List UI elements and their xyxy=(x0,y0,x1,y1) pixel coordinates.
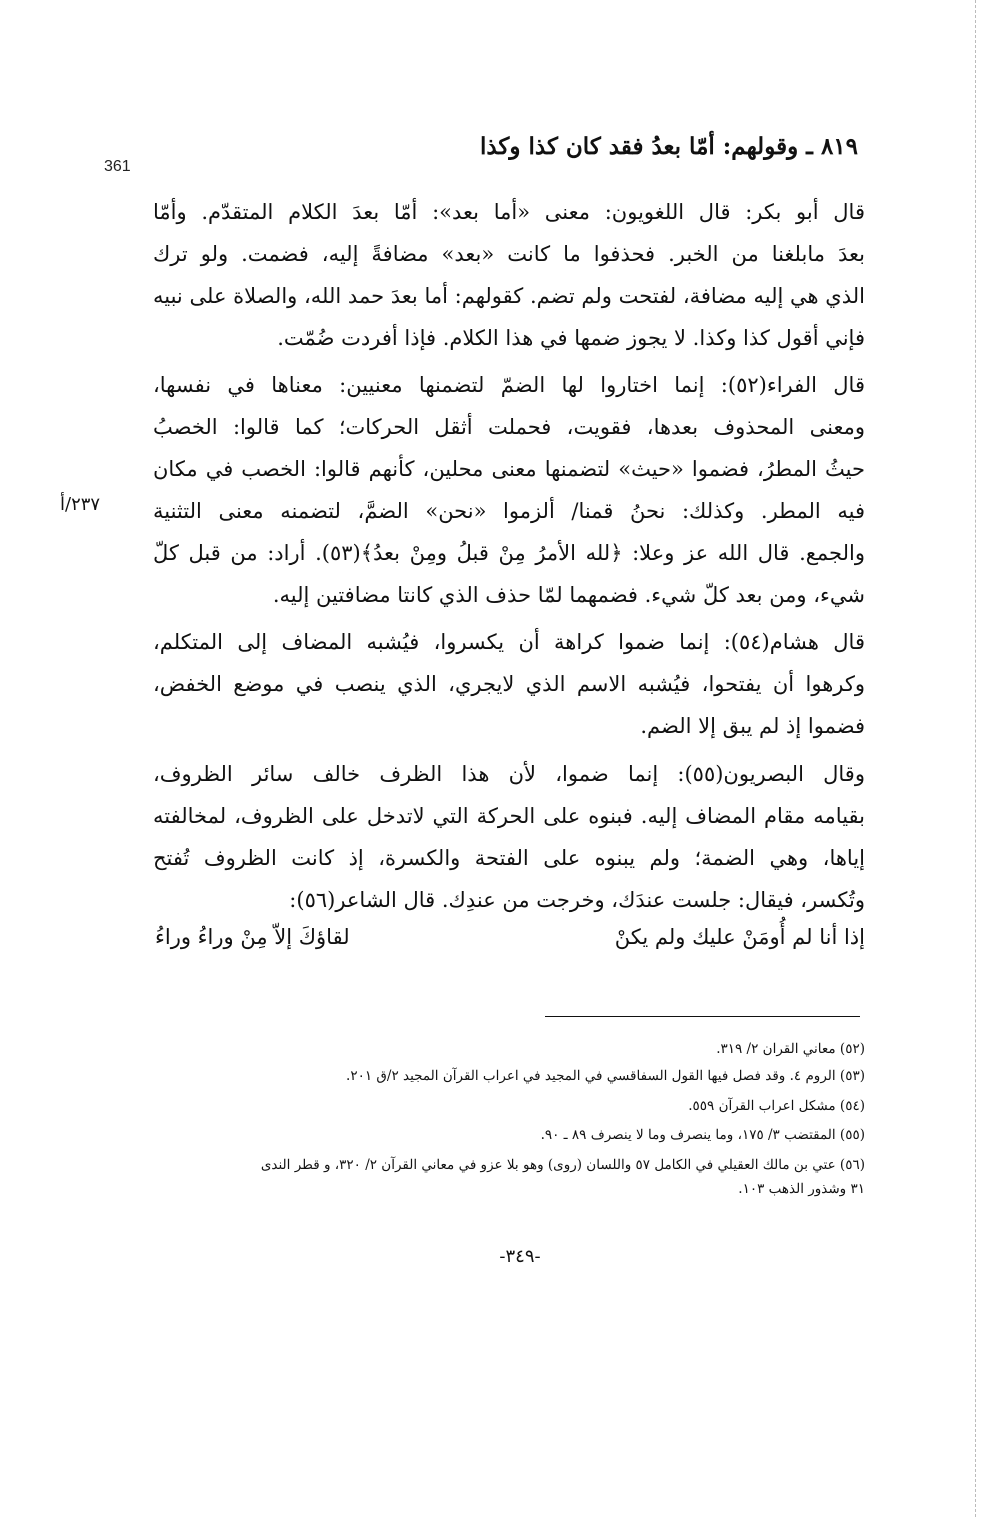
footnote-divider xyxy=(545,1016,860,1017)
scan-edge-line xyxy=(975,0,976,1517)
verse-hemistich-second: لقاؤكَ إلاّ مِنْ وراءُ وراءُ xyxy=(155,925,350,949)
body-line: بقيامه مقام المضاف إليه. فبنوه على الحركة التي لاتدخل على الظروف، لمخالفته xyxy=(153,804,865,828)
body-line: وكرهوا أن يفتحوا، فيُشبه الاسم الذي لايجري، الذي ينصب في موضع الخفض، xyxy=(153,672,865,696)
verse-hemistich-first: إذا أنا لم أُومَنْ عليك ولم يكنْ xyxy=(614,925,865,949)
body-line: قال هشام(٥٤): إنما ضموا كراهة أن يكسروا، فيُشبه المضاف إلى المتكلم، xyxy=(153,630,865,654)
body-line: فضموا إذ لم يبق إلا الضم. xyxy=(640,714,865,738)
page-folio-number: -٣٤٩- xyxy=(499,1246,541,1267)
body-line: وتُكسر، فيقال: جلست عندَك، وخرجت من عندِك. قال الشاعر(٥٦): xyxy=(289,888,865,912)
scan-page-number: 361 xyxy=(104,158,131,175)
footnote: (٥٤) مشكل اعراب القرآن ٥٥٩. xyxy=(688,1098,865,1114)
body-line: حيثُ المطرُ، فضموا «حيث» لتضمنها معنى محلين، كأنهم قالوا: الخصب في مكان xyxy=(153,457,866,481)
poetry-verse xyxy=(155,925,865,949)
body-line: والجمع. قال الله عز وعلا: ﴿لله الأمرُ مِنْ قبلُ ومِنْ بعدُ﴾(٥٣). أراد: من قبل كلّ xyxy=(153,541,865,565)
body-line: وقال البصريون(٥٥): إنما ضموا، لأن هذا الظرف خالف سائر الظروف، xyxy=(153,762,865,786)
footnote-continuation: ٣١ وشذور الذهب ١٠٣. xyxy=(738,1181,865,1197)
body-line: قال الفراء(٥٢): إنما اختاروا لها الضمّ لتضمنها معنيين: معناها في نفسها، xyxy=(153,373,865,397)
body-line: ومعنى المحذوف بعدها، فقويت، فحملت أثقل الحركات؛ كما قالوا: الخصبُ xyxy=(153,415,865,439)
body-line: إياها، وهي الضمة؛ ولم يبنوه على الفتحة والكسرة، إذ كانت الظروف تُفتح xyxy=(153,846,865,870)
body-line: فإني أقول كذا وكذا. لا يجوز ضمها في هذا الكلام. فإذا أفردت ضُمّت. xyxy=(277,326,865,350)
footnote: (٥٥) المقتضب ٣/ ١٧٥، وما ينصرف وما لا ينصرف ٨٩ ـ ٩٠. xyxy=(540,1127,865,1143)
body-line: الذي هي إليه مضافة، لفتحت ولم تضم. كقولهم: أما بعدَ حمد الله، والصلاة على نبيه xyxy=(153,284,865,308)
body-line: قال أبو بكر: قال اللغويون: معنى «أما بعد»: أمّا بعدَ الكلام المتقدّم. وأمّا xyxy=(153,200,865,224)
footnote: (٥٦) عتي بن مالك العقيلي في الكامل ٥٧ واللسان (روى) وهو بلا عزو في معاني القرآن ٢/ ٣٢٠، و قطر الندى xyxy=(260,1157,865,1173)
footnote: (٥٣) الروم ٤. وقد فصل فيها القول السفاقسي في المجيد في اعراب القرآن المجيد ٢/ق ٢٠١. xyxy=(346,1068,865,1084)
manuscript-folio-reference: ٢٣٧/أ xyxy=(60,494,101,515)
chapter-heading: ٨١٩ ـ وقولهم: أمّا بعدُ فقد كان كذا وكذا xyxy=(479,133,858,160)
body-line: بعدَ مابلغنا من الخبر. فحذفوا ما كانت «بعد» مضافةً إليه، فضمت. ولو ترك xyxy=(153,242,865,266)
body-line: شيء، ومن بعد كلّ شيء. فضمهما لمّا حذف الذي كانتا مضافتين إليه. xyxy=(272,583,865,607)
footnote: (٥٢) معاني القران ٢/ ٣١٩. xyxy=(716,1041,865,1057)
body-line: فيه المطر. وكذلك: نحنُ قمنا/ ألزموا «نحن» الضمَّ، لتضمنه معنى التثنية xyxy=(153,499,865,523)
